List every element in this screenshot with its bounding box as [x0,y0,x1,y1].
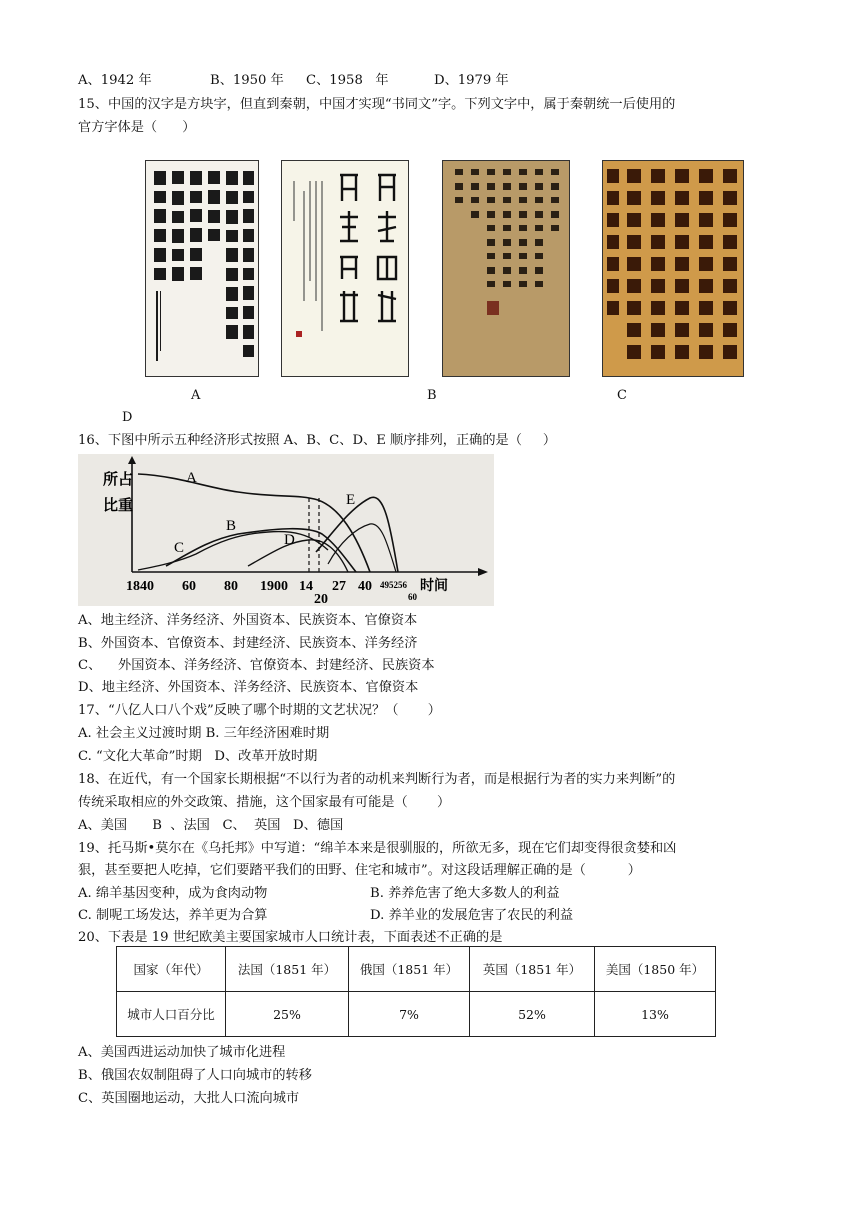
table-header-cell: 国家（年代） [117,947,226,992]
q14-option-b: B、1950 年 [210,73,284,88]
curve-label-b: B [226,518,237,534]
q17-options-2: C. “文化大革命”时期 D、改革开放时期 [78,749,318,764]
calligraphy-image-a [145,160,259,377]
y-axis-label-1: 所占比重 [102,472,134,514]
tick-80: 80 [224,579,238,594]
q18-options: A、美国 B 、法国 C、 英国 D、德国 [78,818,344,833]
image-label-b: B [427,388,437,403]
economy-chart [78,454,494,606]
curve-c [138,532,328,570]
curve-label-d: D [284,532,295,548]
q20-option-a: A、美国西进运动加快了城市化进程 [78,1045,286,1060]
q19-option-c: C. 制呢工场发达，养羊更为合算 [78,908,268,923]
tick-14: 14 [299,579,313,594]
table-header-cell: 俄国（1851 年） [349,947,470,992]
q16-stem: 16、下图中所示五种经济形式按照 A、B、C、D、E 顺序排列，正确的是（ ） [78,433,557,448]
x-axis-arrow [478,568,488,576]
q16-option-d: D、地主经济、外国资本、洋务经济、民族资本、官僚资本 [78,680,419,695]
tick-40: 40 [358,579,372,594]
tick-1900: 1900 [260,579,288,594]
calligraphy-image-c [442,160,570,377]
calligraphy-image-d [602,160,744,377]
table-cell: 13% [595,992,716,1037]
table-header-cell: 美国（1850 年） [595,947,716,992]
q14-option-a: A、1942 年 [78,73,152,88]
table-cell: 城市人口百分比 [117,992,226,1037]
q19-option-d: D. 养羊业的发展危害了农民的利益 [370,908,574,923]
q16-option-c: C、 外国资本、洋务经济、官僚资本、封建经济、民族资本 [78,658,435,673]
q16-option-b: B、外国资本、官僚资本、封建经济、民族资本、洋务经济 [78,636,418,651]
curve-e2 [328,524,396,572]
q19-option-b: B. 养养危害了绝大多数人的利益 [370,886,560,901]
table-header-cell: 法国（1851 年） [226,947,349,992]
q19-option-a: A. 绵羊基因变种，成为食肉动物 [78,886,268,901]
q17-stem: 17、“八亿人口八个戏”反映了哪个时期的文艺状况？（ ） [78,703,441,718]
table-cell: 7% [349,992,470,1037]
q18-stem-line1: 18、在近代，有一个国家长期根据“不以行为者的动机来判断行为者，而是根据行为者的实力来判断”的 [78,772,676,787]
tick-495256: 495256 [380,580,407,590]
calligraphy-image-b [281,160,409,377]
table-header-row [117,947,716,992]
image-label-a: A [191,388,201,403]
q16-option-a: A、地主经济、洋务经济、外国资本、民族资本、官僚资本 [78,613,418,628]
q14-option-c: C、1958 年 [306,73,389,88]
image-label-c: C [617,388,627,403]
table-row [117,992,716,1037]
tick-60: 60 [182,579,196,594]
q20-option-b: B、俄国农奴制阻碍了人口向城市的转移 [78,1068,312,1083]
table-header-cell: 英国（1851 年） [470,947,595,992]
curve-label-a: A [186,470,197,486]
q20-option-c: C、英国圈地运动，大批人口流向城市 [78,1091,300,1106]
tick-1840: 1840 [126,579,154,594]
q15-stem-line2: 官方字体是（ ） [78,120,196,135]
q17-options-1: A. 社会主义过渡时期 B. 三年经济困难时期 [78,726,330,741]
x-axis-label: 时间 [420,579,448,594]
tick-27: 27 [332,579,346,594]
table-cell: 25% [226,992,349,1037]
q15-stem-line1: 15、中国的汉字是方块字，但直到秦朝，中国才实现“书同文”字。下列文字中，属于秦朝统一后使用的 [78,97,676,112]
curve-a [138,474,370,572]
tick-60-end: 60 [408,592,417,602]
curve-label-c: C [174,540,185,556]
population-table [116,946,716,1037]
q14-option-d: D、1979 年 [434,73,509,88]
q19-stem-line2: 狠，甚至要把人吃掉，它们要踏平我们的田野、住宅和城市”。对这段话理解正确的是（ ） [78,863,641,878]
image-label-d: D [122,410,133,425]
y-axis-arrow [128,456,136,464]
q20-stem: 20、下表是 19 世纪欧美主要国家城市人口统计表，下面表述不正确的是 [78,930,503,945]
table-cell: 52% [470,992,595,1037]
tick-20: 20 [314,592,328,606]
q19-stem-line1: 19、托马斯•莫尔在《乌托邦》中写道：“绵羊本来是很驯服的，所欲无多，现在它们却变得很贪婪和凶 [78,841,677,856]
q18-stem-line2: 传统采取相应的外交政策、措施，这个国家最有可能是（ ） [78,795,451,810]
curve-label-e: E [346,492,356,508]
curve-e [316,497,398,572]
